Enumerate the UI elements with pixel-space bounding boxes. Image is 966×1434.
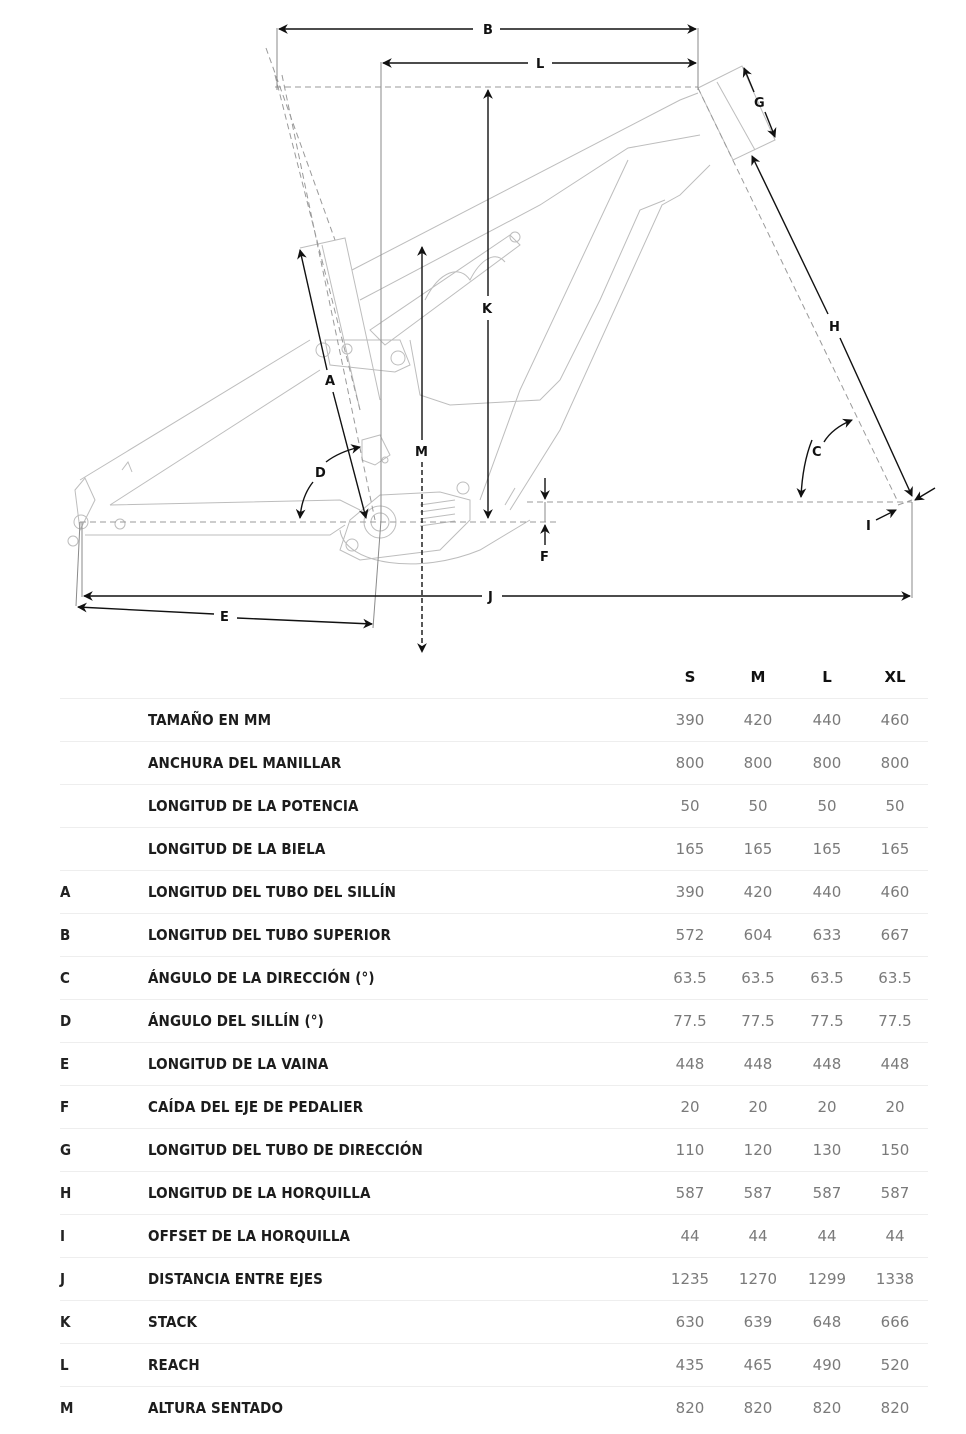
table-row bbox=[60, 1215, 928, 1258]
value-l: 20 bbox=[817, 1098, 837, 1116]
value-xl: 460 bbox=[880, 711, 910, 729]
row-name: LONGITUD DEL TUBO DEL SILLÍN bbox=[148, 883, 397, 901]
row-code: E bbox=[60, 1055, 70, 1073]
value-m: 20 bbox=[748, 1098, 768, 1116]
value-l: 63.5 bbox=[810, 969, 844, 987]
row-name: TAMAÑO EN MM bbox=[148, 711, 272, 729]
row-name: ANCHURA DEL MANILLAR bbox=[148, 754, 342, 772]
table-row bbox=[60, 1043, 928, 1086]
table-row bbox=[60, 1086, 928, 1129]
row-name: DISTANCIA ENTRE EJES bbox=[148, 1270, 323, 1288]
value-xl: 666 bbox=[880, 1313, 910, 1331]
value-s: 435 bbox=[675, 1356, 705, 1374]
value-s: 110 bbox=[675, 1141, 705, 1159]
table-header-row bbox=[60, 656, 928, 699]
row-name: CAÍDA DEL EJE DE PEDALIER bbox=[148, 1098, 364, 1116]
row-name: STACK bbox=[148, 1313, 198, 1331]
value-m: 63.5 bbox=[741, 969, 775, 987]
value-l: 440 bbox=[812, 711, 842, 729]
value-s: 20 bbox=[680, 1098, 700, 1116]
value-l: 820 bbox=[812, 1399, 842, 1417]
value-xl: 520 bbox=[880, 1356, 910, 1374]
row-code: A bbox=[60, 883, 71, 901]
value-xl: 587 bbox=[880, 1184, 910, 1202]
table-row bbox=[60, 957, 928, 1000]
value-m: 50 bbox=[748, 797, 768, 815]
value-s: 448 bbox=[675, 1055, 705, 1073]
row-code: C bbox=[60, 969, 70, 987]
row-code: J bbox=[60, 1270, 66, 1288]
label-j: J bbox=[488, 590, 493, 605]
value-s: 390 bbox=[675, 711, 705, 729]
geometry-table bbox=[60, 656, 928, 1429]
value-l: 77.5 bbox=[810, 1012, 844, 1030]
table-row bbox=[60, 914, 928, 957]
label-f: F bbox=[540, 550, 549, 565]
value-l: 648 bbox=[812, 1313, 842, 1331]
value-m: 587 bbox=[743, 1184, 773, 1202]
table-row bbox=[60, 871, 928, 914]
value-xl: 20 bbox=[885, 1098, 905, 1116]
value-xl: 820 bbox=[880, 1399, 910, 1417]
table-row bbox=[60, 1129, 928, 1172]
table-row bbox=[60, 785, 928, 828]
row-name: LONGITUD DE LA VAINA bbox=[148, 1055, 329, 1073]
value-s: 44 bbox=[680, 1227, 700, 1245]
value-xl: 63.5 bbox=[878, 969, 912, 987]
value-s: 820 bbox=[675, 1399, 705, 1417]
value-l: 490 bbox=[812, 1356, 842, 1374]
value-l: 44 bbox=[817, 1227, 837, 1245]
row-name: LONGITUD DEL TUBO DE DIRECCIÓN bbox=[148, 1141, 423, 1159]
value-xl: 460 bbox=[880, 883, 910, 901]
table-row bbox=[60, 828, 928, 871]
row-code: H bbox=[60, 1184, 72, 1202]
value-l: 800 bbox=[812, 754, 842, 772]
value-xl: 448 bbox=[880, 1055, 910, 1073]
label-a: A bbox=[325, 374, 336, 389]
value-m: 420 bbox=[743, 711, 773, 729]
value-xl: 150 bbox=[880, 1141, 910, 1159]
value-s: 77.5 bbox=[673, 1012, 707, 1030]
dimension-arrows bbox=[78, 29, 935, 652]
value-m: 820 bbox=[743, 1399, 773, 1417]
row-name: LONGITUD DE LA HORQUILLA bbox=[148, 1184, 371, 1202]
value-s: 165 bbox=[675, 840, 705, 858]
row-code: B bbox=[60, 926, 71, 944]
row-name: REACH bbox=[148, 1356, 200, 1374]
size-header-l: L bbox=[822, 668, 832, 686]
value-xl: 800 bbox=[880, 754, 910, 772]
value-s: 1235 bbox=[670, 1270, 710, 1288]
label-g: G bbox=[754, 96, 765, 111]
value-l: 50 bbox=[817, 797, 837, 815]
value-m: 420 bbox=[743, 883, 773, 901]
value-m: 800 bbox=[743, 754, 773, 772]
row-name: LONGITUD DEL TUBO SUPERIOR bbox=[148, 926, 391, 944]
table-row bbox=[60, 699, 928, 742]
value-m: 639 bbox=[743, 1313, 773, 1331]
value-l: 1299 bbox=[807, 1270, 847, 1288]
row-code: L bbox=[60, 1356, 69, 1374]
label-b: B bbox=[483, 23, 493, 38]
value-xl: 165 bbox=[880, 840, 910, 858]
value-s: 587 bbox=[675, 1184, 705, 1202]
value-m: 465 bbox=[743, 1356, 773, 1374]
value-xl: 77.5 bbox=[878, 1012, 912, 1030]
label-e: E bbox=[220, 610, 229, 625]
table-row bbox=[60, 1301, 928, 1344]
row-code: D bbox=[60, 1012, 72, 1030]
size-header-m: M bbox=[750, 668, 766, 686]
value-m: 165 bbox=[743, 840, 773, 858]
value-m: 44 bbox=[748, 1227, 768, 1245]
row-code: K bbox=[60, 1313, 71, 1331]
size-header-xl: XL bbox=[884, 668, 906, 686]
label-h: H bbox=[829, 320, 840, 335]
value-s: 800 bbox=[675, 754, 705, 772]
value-l: 448 bbox=[812, 1055, 842, 1073]
label-c: C bbox=[812, 445, 822, 460]
row-name: LONGITUD DE LA POTENCIA bbox=[148, 797, 359, 815]
row-name: OFFSET DE LA HORQUILLA bbox=[148, 1227, 351, 1245]
value-m: 77.5 bbox=[741, 1012, 775, 1030]
label-l: L bbox=[536, 57, 545, 72]
row-code: F bbox=[60, 1098, 70, 1116]
value-m: 448 bbox=[743, 1055, 773, 1073]
value-s: 390 bbox=[675, 883, 705, 901]
label-m: M bbox=[415, 445, 428, 460]
table-row bbox=[60, 1000, 928, 1043]
label-k: K bbox=[482, 302, 493, 317]
value-l: 130 bbox=[812, 1141, 842, 1159]
value-l: 440 bbox=[812, 883, 842, 901]
size-header-s: S bbox=[684, 668, 696, 686]
row-code: I bbox=[60, 1227, 66, 1245]
value-m: 604 bbox=[743, 926, 773, 944]
value-xl: 44 bbox=[885, 1227, 905, 1245]
value-xl: 50 bbox=[885, 797, 905, 815]
row-name: LONGITUD DE LA BIELA bbox=[148, 840, 326, 858]
value-s: 572 bbox=[675, 926, 705, 944]
table-row bbox=[60, 1258, 928, 1301]
label-d: D bbox=[315, 466, 326, 481]
value-s: 50 bbox=[680, 797, 700, 815]
value-l: 165 bbox=[812, 840, 842, 858]
row-code: M bbox=[60, 1399, 74, 1417]
value-xl: 667 bbox=[880, 926, 910, 944]
bike-geometry-diagram bbox=[0, 0, 966, 665]
table-row bbox=[60, 1172, 928, 1215]
value-m: 120 bbox=[743, 1141, 773, 1159]
value-xl: 1338 bbox=[875, 1270, 915, 1288]
table-row bbox=[60, 1387, 928, 1429]
row-name: ÁNGULO DEL SILLÍN (°) bbox=[148, 1012, 324, 1030]
value-l: 587 bbox=[812, 1184, 842, 1202]
value-s: 630 bbox=[675, 1313, 705, 1331]
row-code: G bbox=[60, 1141, 72, 1159]
construction-lines bbox=[76, 28, 912, 628]
row-name: ÁNGULO DE LA DIRECCIÓN (°) bbox=[148, 969, 375, 987]
row-name: ALTURA SENTADO bbox=[148, 1399, 284, 1417]
value-m: 1270 bbox=[738, 1270, 778, 1288]
value-l: 633 bbox=[812, 926, 842, 944]
table-row bbox=[60, 1344, 928, 1387]
value-s: 63.5 bbox=[673, 969, 707, 987]
table-row bbox=[60, 742, 928, 785]
label-i: I bbox=[866, 519, 871, 534]
